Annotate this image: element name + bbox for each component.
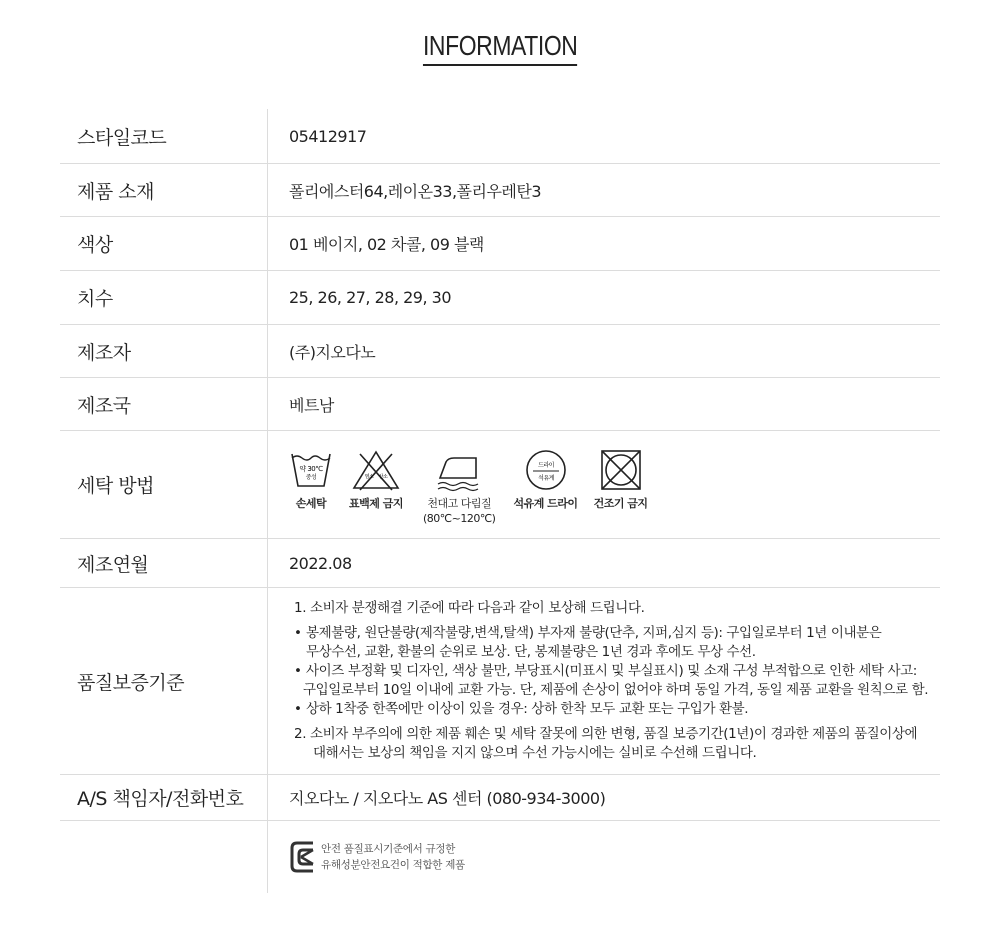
row-value: 01 베이지, 02 차콜, 09 블랙 — [289, 235, 484, 254]
row-label: 품질보증기준 — [60, 588, 268, 774]
row-value: (주)지오다노 — [289, 342, 376, 362]
row-color — [60, 217, 940, 271]
no-bleach-caption: 표백제 금지 — [349, 496, 403, 510]
row-as — [60, 775, 940, 821]
row-value: 2022.08 — [289, 553, 352, 573]
row-label: 치수 — [60, 271, 268, 324]
hand-wash-caption: 손세탁 — [295, 496, 327, 510]
quality-bullet-1a: • 봉제불량, 원단불량(제작불량,변색,탈색) 부자재 불량(단추, 지퍼,심지 등): 구입일로부터 1년 이내분은 — [294, 624, 928, 643]
quality-line-2a: 2. 소비자 부주의에 의한 제품 훼손 및 세탁 잘못에 의한 변형, 품질 보증기간(1년)이 경과한 제품의 품질이상에 — [294, 726, 918, 742]
hand-wash-icon — [289, 448, 333, 492]
row-label: 제품 소재 — [60, 164, 268, 216]
quality-bullet-2b: 구입일로부터 10일 이내에 교환 가능. 단, 제품에 손상이 없어야 하며 동일 가격, 동일 제품 교환을 원칙으로 함. — [303, 682, 929, 698]
kc-description — [321, 841, 465, 873]
row-kc — [60, 821, 940, 893]
row-label: 제조국 — [60, 378, 268, 430]
row-washing — [60, 431, 940, 539]
quality-line-1: 1. 소비자 분쟁해결 기준에 따라 다음과 같이 보상해 드립니다. — [294, 600, 645, 616]
quality-text — [294, 599, 928, 763]
iron-temp-caption: (80℃~120℃) — [422, 511, 496, 525]
row-value — [268, 821, 940, 893]
row-value: 05412917 — [289, 126, 367, 146]
iron-icon — [434, 448, 484, 492]
kc-logo-icon — [289, 839, 317, 875]
row-label: 제조자 — [60, 325, 268, 377]
row-material — [60, 164, 940, 217]
washing-icons — [289, 444, 660, 526]
no-tumble-dry-item — [594, 448, 648, 511]
iron-item — [423, 448, 496, 526]
no-tumble-dry-caption: 건조기 금지 — [593, 496, 648, 510]
row-value — [268, 588, 940, 774]
iron-caption: 천대고 다림질 — [427, 496, 492, 510]
row-label: 제조연월 — [60, 539, 268, 587]
dry-clean-caption: 석유계 드라이 — [513, 496, 578, 510]
quality-bullet-3: • 상하 1착중 한쪽에만 이상이 있을 경우: 상하 한착 모두 교환 또는 구입가 환불. — [294, 700, 928, 719]
dry-clean-bottom: 석유계 — [537, 474, 554, 482]
page-title-text: INFORMATION — [423, 30, 578, 66]
info-table — [60, 109, 940, 893]
row-label: 색상 — [60, 217, 268, 270]
row-value: 지오다노 / 지오다노 AS 센터 (080-934-3000) — [289, 789, 606, 808]
kc-line-2: 유해성분안전요건이 적합한 제품 — [321, 859, 465, 871]
row-value: 25, 26, 27, 28, 29, 30 — [289, 288, 452, 307]
bleach-oxygen: 산소 — [378, 473, 388, 480]
row-value: 베트남 — [289, 395, 334, 415]
row-country — [60, 378, 940, 431]
row-maker — [60, 325, 940, 378]
no-tumble-dry-icon — [599, 448, 643, 492]
page-title — [0, 30, 1000, 66]
quality-line-2b: 대해서는 보상의 책임을 지지 않으며 수선 가능시에는 실비로 수선해 드립니다. — [313, 745, 757, 761]
row-date — [60, 539, 940, 588]
kc-mark — [289, 839, 465, 875]
hand-wash-item — [289, 448, 333, 511]
row-quality — [60, 588, 940, 775]
dry-clean-icon — [524, 448, 568, 492]
bleach-chlorine: 염소 — [364, 473, 374, 480]
row-label: A/S 책임자/전화번호 — [60, 775, 268, 820]
dry-clean-top: 드라이 — [537, 461, 554, 469]
hand-wash-detergent: 중성 — [305, 473, 317, 481]
no-bleach-icon — [350, 448, 402, 492]
quality-bullet-2a: • 사이즈 부정확 및 디자인, 색상 불만, 부당표시(미표시 및 부실표시) 및 소재 구성 부적합으로 인한 세탁 사고: — [294, 662, 928, 681]
row-value: 폴리에스터64,레이온33,폴리우레탄3 — [289, 181, 541, 201]
row-label-empty — [60, 821, 268, 893]
row-label: 스타일코드 — [60, 109, 268, 163]
dry-clean-item — [513, 448, 577, 511]
kc-line-1: 안전 품질표시기준에서 규정한 — [321, 843, 456, 855]
quality-bullet-1b: 무상수선, 교환, 환불의 순위로 보상. 단, 봉제불량은 1년 경과 후에도 무상 수선. — [306, 644, 756, 660]
row-size — [60, 271, 940, 325]
row-value — [268, 431, 940, 538]
no-bleach-item — [349, 448, 403, 511]
row-label: 세탁 방법 — [60, 431, 268, 538]
row-style-code — [60, 109, 940, 164]
hand-wash-temp: 약 30℃ — [299, 464, 323, 473]
